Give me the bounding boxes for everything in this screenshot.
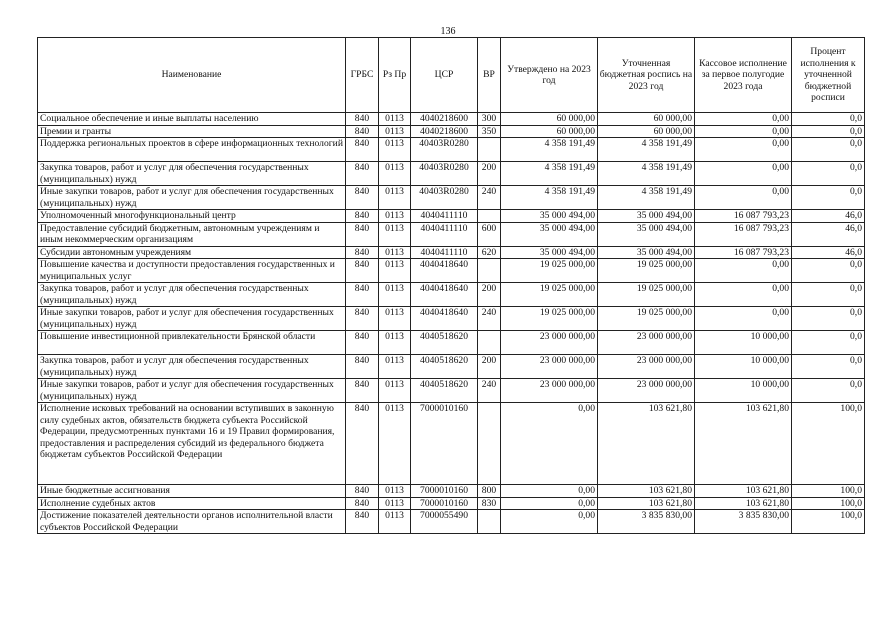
header-row: [38, 38, 865, 113]
cell-grbs: 840: [346, 259, 379, 283]
cell-name: Предоставление субсидий бюджетным, автономным учреждениям и иным некоммерческим организациям: [38, 222, 346, 246]
cell-percent: 100,0: [792, 497, 865, 510]
cell-name: Поддержка региональных проектов в сфере информационных технологий: [38, 138, 346, 162]
cell-grbs: 840: [346, 403, 379, 485]
cell-approved: 4 358 191,49: [501, 138, 598, 162]
cell-name: Закупка товаров, работ и услуг для обеспечения государственных (муниципальных) нужд: [38, 283, 346, 307]
cell-name: Закупка товаров, работ и услуг для обеспечения государственных (муниципальных) нужд: [38, 355, 346, 379]
cell-refined: 23 000 000,00: [598, 379, 695, 403]
cell-refined: 4 358 191,49: [598, 138, 695, 162]
cell-rzpr: 0113: [379, 355, 411, 379]
cell-percent: 100,0: [792, 485, 865, 498]
cell-executed: 103 621,80: [695, 403, 792, 485]
cell-vr: 240: [478, 379, 501, 403]
cell-percent: 0,0: [792, 259, 865, 283]
cell-vr: [478, 331, 501, 355]
cell-approved: 23 000 000,00: [501, 355, 598, 379]
cell-rzpr: 0113: [379, 379, 411, 403]
cell-grbs: 840: [346, 307, 379, 331]
table-row: [38, 138, 865, 162]
cell-approved: 0,00: [501, 403, 598, 485]
cell-executed: 16 087 793,23: [695, 222, 792, 246]
cell-vr: 200: [478, 355, 501, 379]
cell-grbs: 840: [346, 162, 379, 186]
table-row: [38, 307, 865, 331]
table-row: [38, 379, 865, 403]
cell-grbs: 840: [346, 283, 379, 307]
cell-name: Премии и гранты: [38, 125, 346, 138]
cell-percent: 0,0: [792, 379, 865, 403]
cell-refined: 35 000 494,00: [598, 222, 695, 246]
cell-grbs: 840: [346, 113, 379, 126]
cell-rzpr: 0113: [379, 113, 411, 126]
cell-approved: 4 358 191,49: [501, 186, 598, 210]
cell-rzpr: 0113: [379, 222, 411, 246]
cell-executed: 16 087 793,23: [695, 210, 792, 223]
cell-approved: 35 000 494,00: [501, 222, 598, 246]
header-grbs: ГРБС: [346, 38, 379, 113]
table-row: [38, 113, 865, 126]
cell-name: Повышение инвестиционной привлекательности Брянской области: [38, 331, 346, 355]
cell-approved: 19 025 000,00: [501, 307, 598, 331]
cell-vr: 300: [478, 113, 501, 126]
cell-refined: 60 000,00: [598, 113, 695, 126]
cell-vr: [478, 138, 501, 162]
cell-vr: [478, 210, 501, 223]
cell-executed: 3 835 830,00: [695, 510, 792, 534]
cell-name: Иные закупки товаров, работ и услуг для обеспечения государственных (муниципальных) нужд: [38, 379, 346, 403]
cell-grbs: 840: [346, 510, 379, 534]
cell-name: Закупка товаров, работ и услуг для обеспечения государственных (муниципальных) нужд: [38, 162, 346, 186]
cell-approved: 23 000 000,00: [501, 331, 598, 355]
cell-executed: 0,00: [695, 307, 792, 331]
cell-refined: 19 025 000,00: [598, 307, 695, 331]
cell-executed: 0,00: [695, 125, 792, 138]
cell-percent: 100,0: [792, 403, 865, 485]
cell-percent: 100,0: [792, 510, 865, 534]
table-row: [38, 162, 865, 186]
cell-refined: 35 000 494,00: [598, 246, 695, 259]
cell-rzpr: 0113: [379, 497, 411, 510]
cell-vr: 240: [478, 186, 501, 210]
cell-rzpr: 0113: [379, 125, 411, 138]
cell-executed: 0,00: [695, 138, 792, 162]
cell-executed: 10 000,00: [695, 379, 792, 403]
cell-executed: 103 621,80: [695, 497, 792, 510]
cell-csr: 7000010160: [411, 497, 478, 510]
cell-percent: 0,0: [792, 138, 865, 162]
cell-grbs: 840: [346, 485, 379, 498]
cell-percent: 0,0: [792, 162, 865, 186]
cell-percent: 46,0: [792, 210, 865, 223]
cell-approved: 0,00: [501, 497, 598, 510]
cell-grbs: 840: [346, 222, 379, 246]
cell-approved: 35 000 494,00: [501, 246, 598, 259]
cell-grbs: 840: [346, 355, 379, 379]
cell-grbs: 840: [346, 186, 379, 210]
table-row: [38, 403, 865, 485]
table-row: [38, 222, 865, 246]
cell-grbs: 840: [346, 210, 379, 223]
cell-vr: 830: [478, 497, 501, 510]
cell-csr: 40403R0280: [411, 138, 478, 162]
cell-rzpr: 0113: [379, 510, 411, 534]
cell-refined: 35 000 494,00: [598, 210, 695, 223]
cell-approved: 0,00: [501, 485, 598, 498]
cell-percent: 0,0: [792, 283, 865, 307]
cell-grbs: 840: [346, 379, 379, 403]
table-row: [38, 125, 865, 138]
cell-csr: 4040518620: [411, 379, 478, 403]
cell-vr: 620: [478, 246, 501, 259]
table-row: [38, 283, 865, 307]
budget-table: [37, 37, 865, 534]
cell-rzpr: 0113: [379, 307, 411, 331]
cell-name: Уполномоченный многофункциональный центр: [38, 210, 346, 223]
cell-name: Иные закупки товаров, работ и услуг для обеспечения государственных (муниципальных) нужд: [38, 307, 346, 331]
cell-rzpr: 0113: [379, 283, 411, 307]
table-row: [38, 510, 865, 534]
cell-name: Повышение качества и доступности предоставления государственных и муниципальных услуг: [38, 259, 346, 283]
cell-vr: 200: [478, 162, 501, 186]
cell-grbs: 840: [346, 125, 379, 138]
cell-csr: 4040518620: [411, 355, 478, 379]
cell-percent: 46,0: [792, 246, 865, 259]
cell-refined: 23 000 000,00: [598, 331, 695, 355]
cell-executed: 0,00: [695, 283, 792, 307]
header-executed: Кассовое исполнение за первое полугодие 2023 года: [695, 38, 792, 113]
table-row: [38, 355, 865, 379]
cell-csr: 7000010160: [411, 403, 478, 485]
cell-rzpr: 0113: [379, 162, 411, 186]
cell-approved: 23 000 000,00: [501, 379, 598, 403]
cell-csr: 40403R0280: [411, 186, 478, 210]
cell-executed: 0,00: [695, 259, 792, 283]
cell-approved: 19 025 000,00: [501, 283, 598, 307]
table-body: [38, 113, 865, 534]
cell-grbs: 840: [346, 331, 379, 355]
cell-refined: 103 621,80: [598, 403, 695, 485]
cell-rzpr: 0113: [379, 138, 411, 162]
cell-executed: 16 087 793,23: [695, 246, 792, 259]
page-number: 136: [440, 26, 456, 37]
cell-percent: 0,0: [792, 113, 865, 126]
cell-name: Достижение показателей деятельности органов исполнительной власти субъектов Российской Федерации: [38, 510, 346, 534]
cell-percent: 46,0: [792, 222, 865, 246]
cell-approved: 60 000,00: [501, 113, 598, 126]
cell-executed: 0,00: [695, 186, 792, 210]
cell-executed: 10 000,00: [695, 331, 792, 355]
table-row: [38, 246, 865, 259]
cell-csr: 4040411110: [411, 246, 478, 259]
header-refined: Уточненная бюджетная роспись на 2023 год: [598, 38, 695, 113]
cell-refined: 19 025 000,00: [598, 259, 695, 283]
cell-name: Социальное обеспечение и иные выплаты населению: [38, 113, 346, 126]
cell-approved: 0,00: [501, 510, 598, 534]
cell-vr: [478, 259, 501, 283]
cell-approved: 19 025 000,00: [501, 259, 598, 283]
cell-vr: [478, 510, 501, 534]
cell-rzpr: 0113: [379, 331, 411, 355]
cell-name: Субсидии автономным учреждениям: [38, 246, 346, 259]
cell-grbs: 840: [346, 246, 379, 259]
cell-csr: 4040411110: [411, 210, 478, 223]
cell-percent: 0,0: [792, 355, 865, 379]
table-row: [38, 259, 865, 283]
cell-name: Иные бюджетные ассигнования: [38, 485, 346, 498]
cell-executed: 103 621,80: [695, 485, 792, 498]
cell-rzpr: 0113: [379, 259, 411, 283]
cell-vr: 600: [478, 222, 501, 246]
cell-rzpr: 0113: [379, 403, 411, 485]
cell-percent: 0,0: [792, 186, 865, 210]
cell-refined: 103 621,80: [598, 485, 695, 498]
header-vr: ВР: [478, 38, 501, 113]
cell-csr: 4040218600: [411, 125, 478, 138]
cell-executed: 0,00: [695, 113, 792, 126]
header-percent: Процент исполнения к уточненной бюджетной росписи: [792, 38, 865, 113]
cell-csr: 4040418640: [411, 283, 478, 307]
cell-grbs: 840: [346, 138, 379, 162]
cell-vr: 350: [478, 125, 501, 138]
cell-refined: 103 621,80: [598, 497, 695, 510]
cell-name: Исполнение исковых требований на основании вступивших в законную силу судебных актов, обязательств бюджета субъекта Российской Федерации, предусмотренных пунктами 16 и 19 Правил формирования, предоставления и распределения субсидий из федерального бюджета бюджетам субъектов Российской Федерации: [38, 403, 346, 485]
cell-vr: 800: [478, 485, 501, 498]
table-row: [38, 485, 865, 498]
cell-vr: 200: [478, 283, 501, 307]
cell-refined: 4 358 191,49: [598, 162, 695, 186]
table-row: [38, 210, 865, 223]
cell-rzpr: 0113: [379, 210, 411, 223]
cell-refined: 3 835 830,00: [598, 510, 695, 534]
cell-percent: 0,0: [792, 125, 865, 138]
cell-csr: 4040411110: [411, 222, 478, 246]
cell-csr: 4040418640: [411, 307, 478, 331]
cell-csr: 7000010160: [411, 485, 478, 498]
table-row: [38, 186, 865, 210]
cell-executed: 0,00: [695, 162, 792, 186]
cell-refined: 4 358 191,49: [598, 186, 695, 210]
cell-rzpr: 0113: [379, 246, 411, 259]
table-row: [38, 497, 865, 510]
cell-percent: 0,0: [792, 331, 865, 355]
cell-csr: 4040218600: [411, 113, 478, 126]
cell-percent: 0,0: [792, 307, 865, 331]
cell-refined: 23 000 000,00: [598, 355, 695, 379]
cell-rzpr: 0113: [379, 186, 411, 210]
cell-approved: 35 000 494,00: [501, 210, 598, 223]
cell-approved: 60 000,00: [501, 125, 598, 138]
cell-approved: 4 358 191,49: [501, 162, 598, 186]
cell-rzpr: 0113: [379, 485, 411, 498]
cell-grbs: 840: [346, 497, 379, 510]
cell-name: Иные закупки товаров, работ и услуг для обеспечения государственных (муниципальных) нужд: [38, 186, 346, 210]
cell-refined: 19 025 000,00: [598, 283, 695, 307]
cell-csr: 4040518620: [411, 331, 478, 355]
cell-csr: 7000055490: [411, 510, 478, 534]
table-row: [38, 331, 865, 355]
header-rzpr: Рз Пр: [379, 38, 411, 113]
header-name: Наименование: [38, 38, 346, 113]
cell-vr: [478, 403, 501, 485]
header-csr: ЦСР: [411, 38, 478, 113]
cell-csr: 40403R0280: [411, 162, 478, 186]
cell-vr: 240: [478, 307, 501, 331]
cell-csr: 4040418640: [411, 259, 478, 283]
cell-refined: 60 000,00: [598, 125, 695, 138]
header-approved: Утверждено на 2023 год: [501, 38, 598, 113]
cell-executed: 10 000,00: [695, 355, 792, 379]
cell-name: Исполнение судебных актов: [38, 497, 346, 510]
